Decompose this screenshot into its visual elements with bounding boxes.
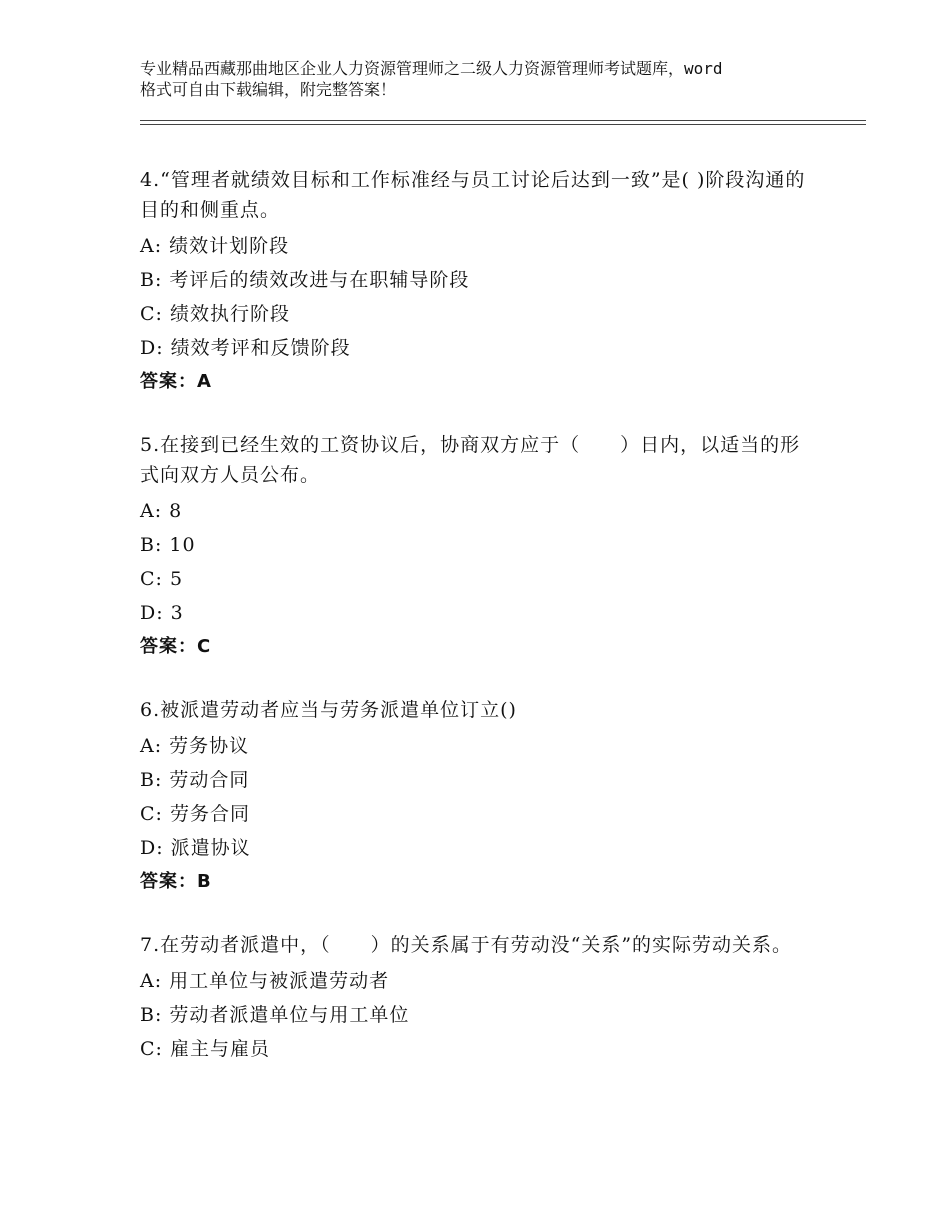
answer: 答案：C (140, 636, 212, 657)
option-a: A: 8 (140, 500, 183, 522)
question-stem: 7.在劳动者派遣中，（ ）的关系属于有劳动没“关系”的实际劳动关系。 (140, 934, 793, 956)
question-5 (140, 430, 820, 664)
option-c: C: 雇主与雇员 (140, 1038, 270, 1060)
question-stem: 6.被派遣劳动者应当与劳务派遣单位订立() (140, 699, 517, 721)
answer: 答案：B (140, 871, 212, 892)
option-a: A: 用工单位与被派遣劳动者 (140, 970, 390, 992)
option-d: D: 绩效考评和反馈阶段 (140, 337, 351, 359)
option-a: A: 劳务协议 (140, 735, 250, 757)
question-stem: 4.“管理者就绩效目标和工作标准经与员工讨论后达到一致”是( )阶段沟通的目的和侧重点。 (140, 169, 806, 221)
option-b: B: 10 (140, 534, 196, 556)
header-divider-top (140, 120, 866, 121)
header-divider-bottom (140, 124, 866, 125)
option-b: B: 劳动合同 (140, 769, 250, 791)
question-stem: 5.在接到已经生效的工资协议后，协商双方应于（ ）日内，以适当的形式向双方人员公布。 (140, 434, 801, 486)
option-d: D: 派遣协议 (140, 837, 251, 859)
option-d: D: 3 (140, 602, 184, 624)
option-c: C: 劳务合同 (140, 803, 250, 825)
option-a: A: 绩效计划阶段 (140, 235, 290, 257)
document-header (140, 58, 830, 100)
option-b: B: 考评后的绩效改进与在职辅导阶段 (140, 269, 470, 291)
option-c: C: 绩效执行阶段 (140, 303, 290, 325)
question-6 (140, 695, 820, 899)
question-4 (140, 165, 820, 399)
question-7 (140, 930, 820, 1066)
option-c: C: 5 (140, 568, 184, 590)
header-line-1: 专业精品西藏那曲地区企业人力资源管理师之二级人力资源管理师考试题库，word (140, 59, 723, 78)
answer: 答案：A (140, 371, 212, 392)
header-line-2: 格式可自由下载编辑，附完整答案！ (140, 80, 397, 99)
option-b: B: 劳动者派遣单位与用工单位 (140, 1004, 410, 1026)
question-list (140, 165, 820, 1097)
